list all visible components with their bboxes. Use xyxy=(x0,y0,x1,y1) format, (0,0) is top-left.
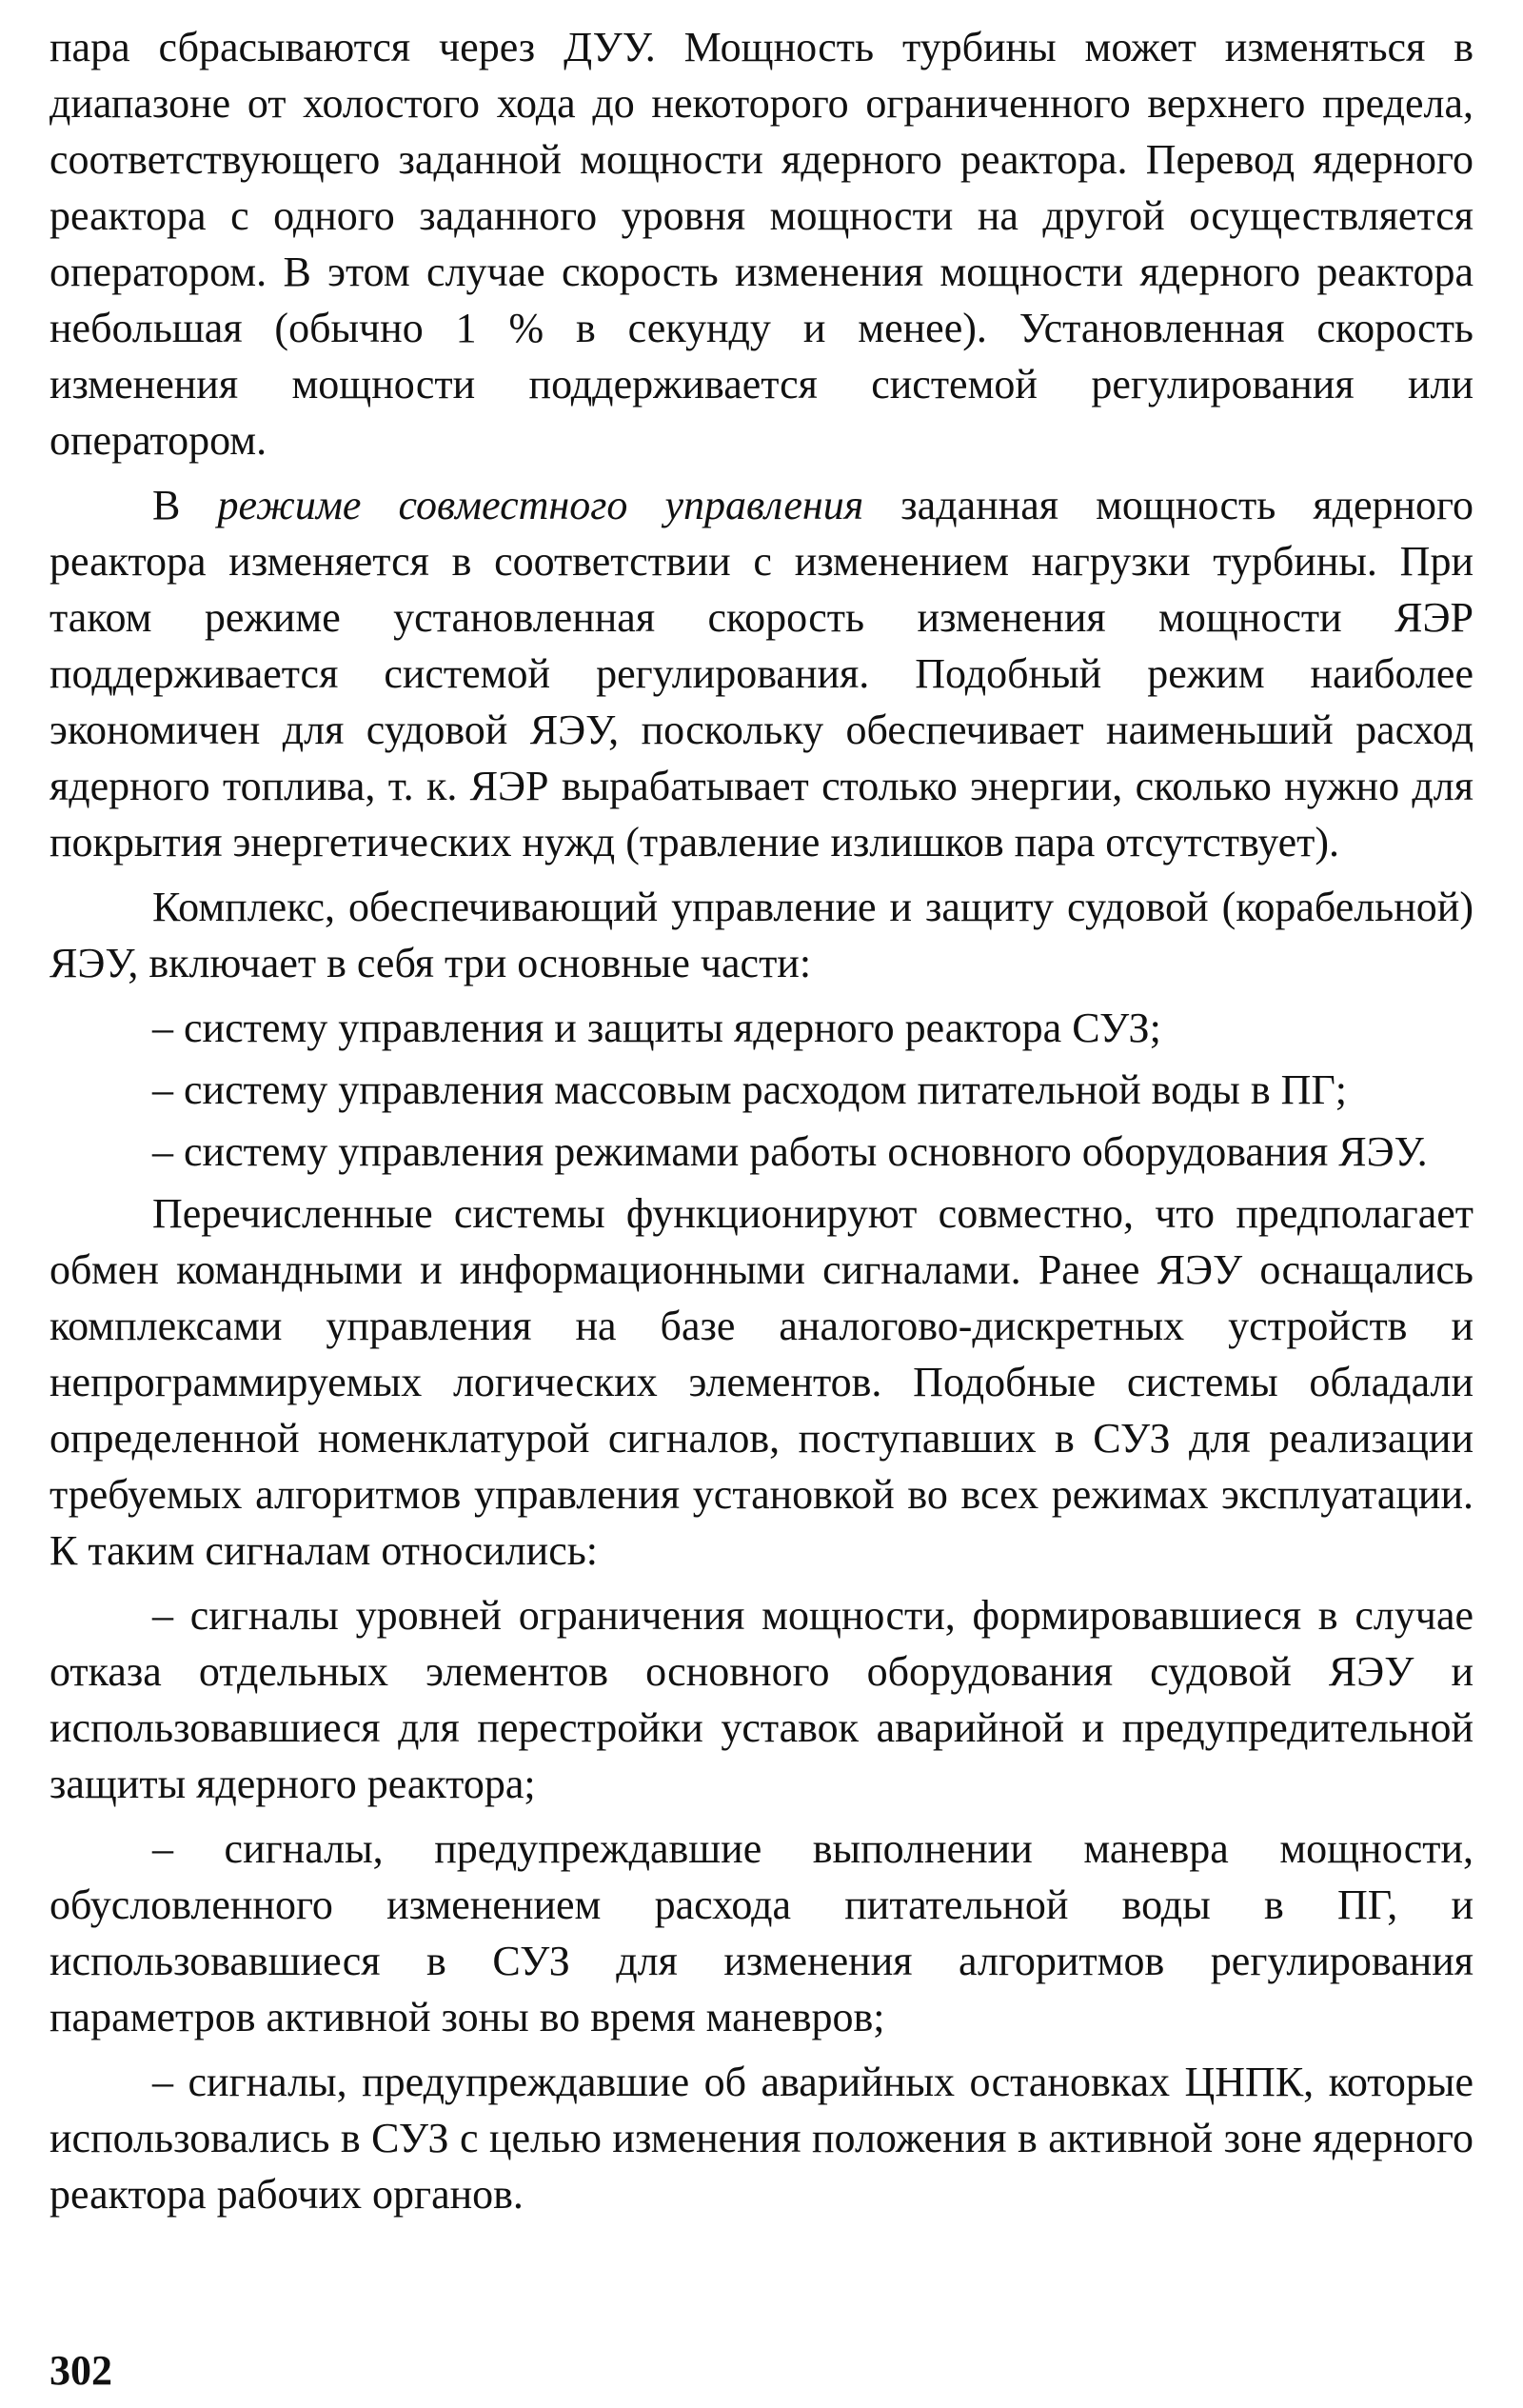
paragraph-turbine-power: пара сбрасываются через ДУУ. Мощность турбины может изменяться в диапазоне от холостого хода до некоторого ограниченного верхнего предела, соответствующего заданной мощности ядерного реактора. Перевод ядерного реактора с одного заданного уровня мощности на другой осуществляется оператором. В этом случае скорость изменения мощности ядерного реактора небольшая (обычно 1 % в секунду и менее). Установленная скорость изменения мощности поддерживается системой регулирования или оператором. xyxy=(49,24,1474,464)
italic-term-joint-control: режиме совместного управления xyxy=(217,482,864,528)
paragraph-joint-control-mode xyxy=(49,477,1474,870)
list-item-modes: – систему управления режимами работы основного оборудования ЯЭУ. xyxy=(152,1128,1428,1175)
paragraph-emergency-stop-signals: – сигналы, предупреждавшие об аварийных остановках ЦНПК, которые использовались в СУЗ с целью изменения положения в активной зоне ядерного реактора рабочих органов. xyxy=(49,2059,1474,2218)
paragraph-control-complex: Комплекс, обеспечивающий управление и защиту судовой (корабельной) ЯЭУ, включает в себя три основные части: xyxy=(49,884,1474,986)
list-item-suz: – систему управления и защиты ядерного реактора СУЗ; xyxy=(152,1005,1161,1051)
paragraph-systems-interaction: Перечисленные системы функционируют совместно, что предполагает обмен командными и информационными сигналами. Ранее ЯЭУ оснащались комплексами управления на базе аналогово-дискретных устройств и непрограммируемых логических элементов. Подобные системы обладали определенной номенклатурой сигналов, поступавших в СУЗ для реализации требуемых алгоритмов управления установкой во всех режимах эксплуатации. К таким сигналам относились: xyxy=(49,1190,1474,1574)
document-page xyxy=(49,19,1474,2394)
paragraph-rest: заданная мощность ядерного реактора изменяется в соответствии с изменением нагрузки турбины. При таком режиме установленная скорость изменения мощности ЯЭР поддерживается системой регулирования. Подобный режим наиболее экономичен для судовой ЯЭУ, поскольку обеспечивает наименьший расход ядерного топлива, т. к. ЯЭР вырабатывает столько энергии, сколько нужно для покрытия энергетических нужд (травление излишков пара отсутствует). xyxy=(49,482,1474,866)
page-number: 302 xyxy=(49,2347,112,2394)
paragraph-lead: В xyxy=(152,482,218,528)
paragraph-maneuver-signals: – сигналы, предупреждавшие выполнении маневра мощности, обусловленного изменением расхода питательной воды в ПГ, и использовавшиеся в СУЗ для изменения алгоритмов регулирования параметров активной зоны во время маневров; xyxy=(49,1825,1474,2040)
list-item-feedwater: – систему управления массовым расходом питательной воды в ПГ; xyxy=(152,1066,1348,1113)
paragraph-power-limit-signals: – сигналы уровней ограничения мощности, формировавшиеся в случае отказа отдельных элементов основного оборудования судовой ЯЭУ и использовавшиеся для перестройки уставок аварийной и предупредительной защиты ядерного реактора; xyxy=(49,1592,1474,1807)
